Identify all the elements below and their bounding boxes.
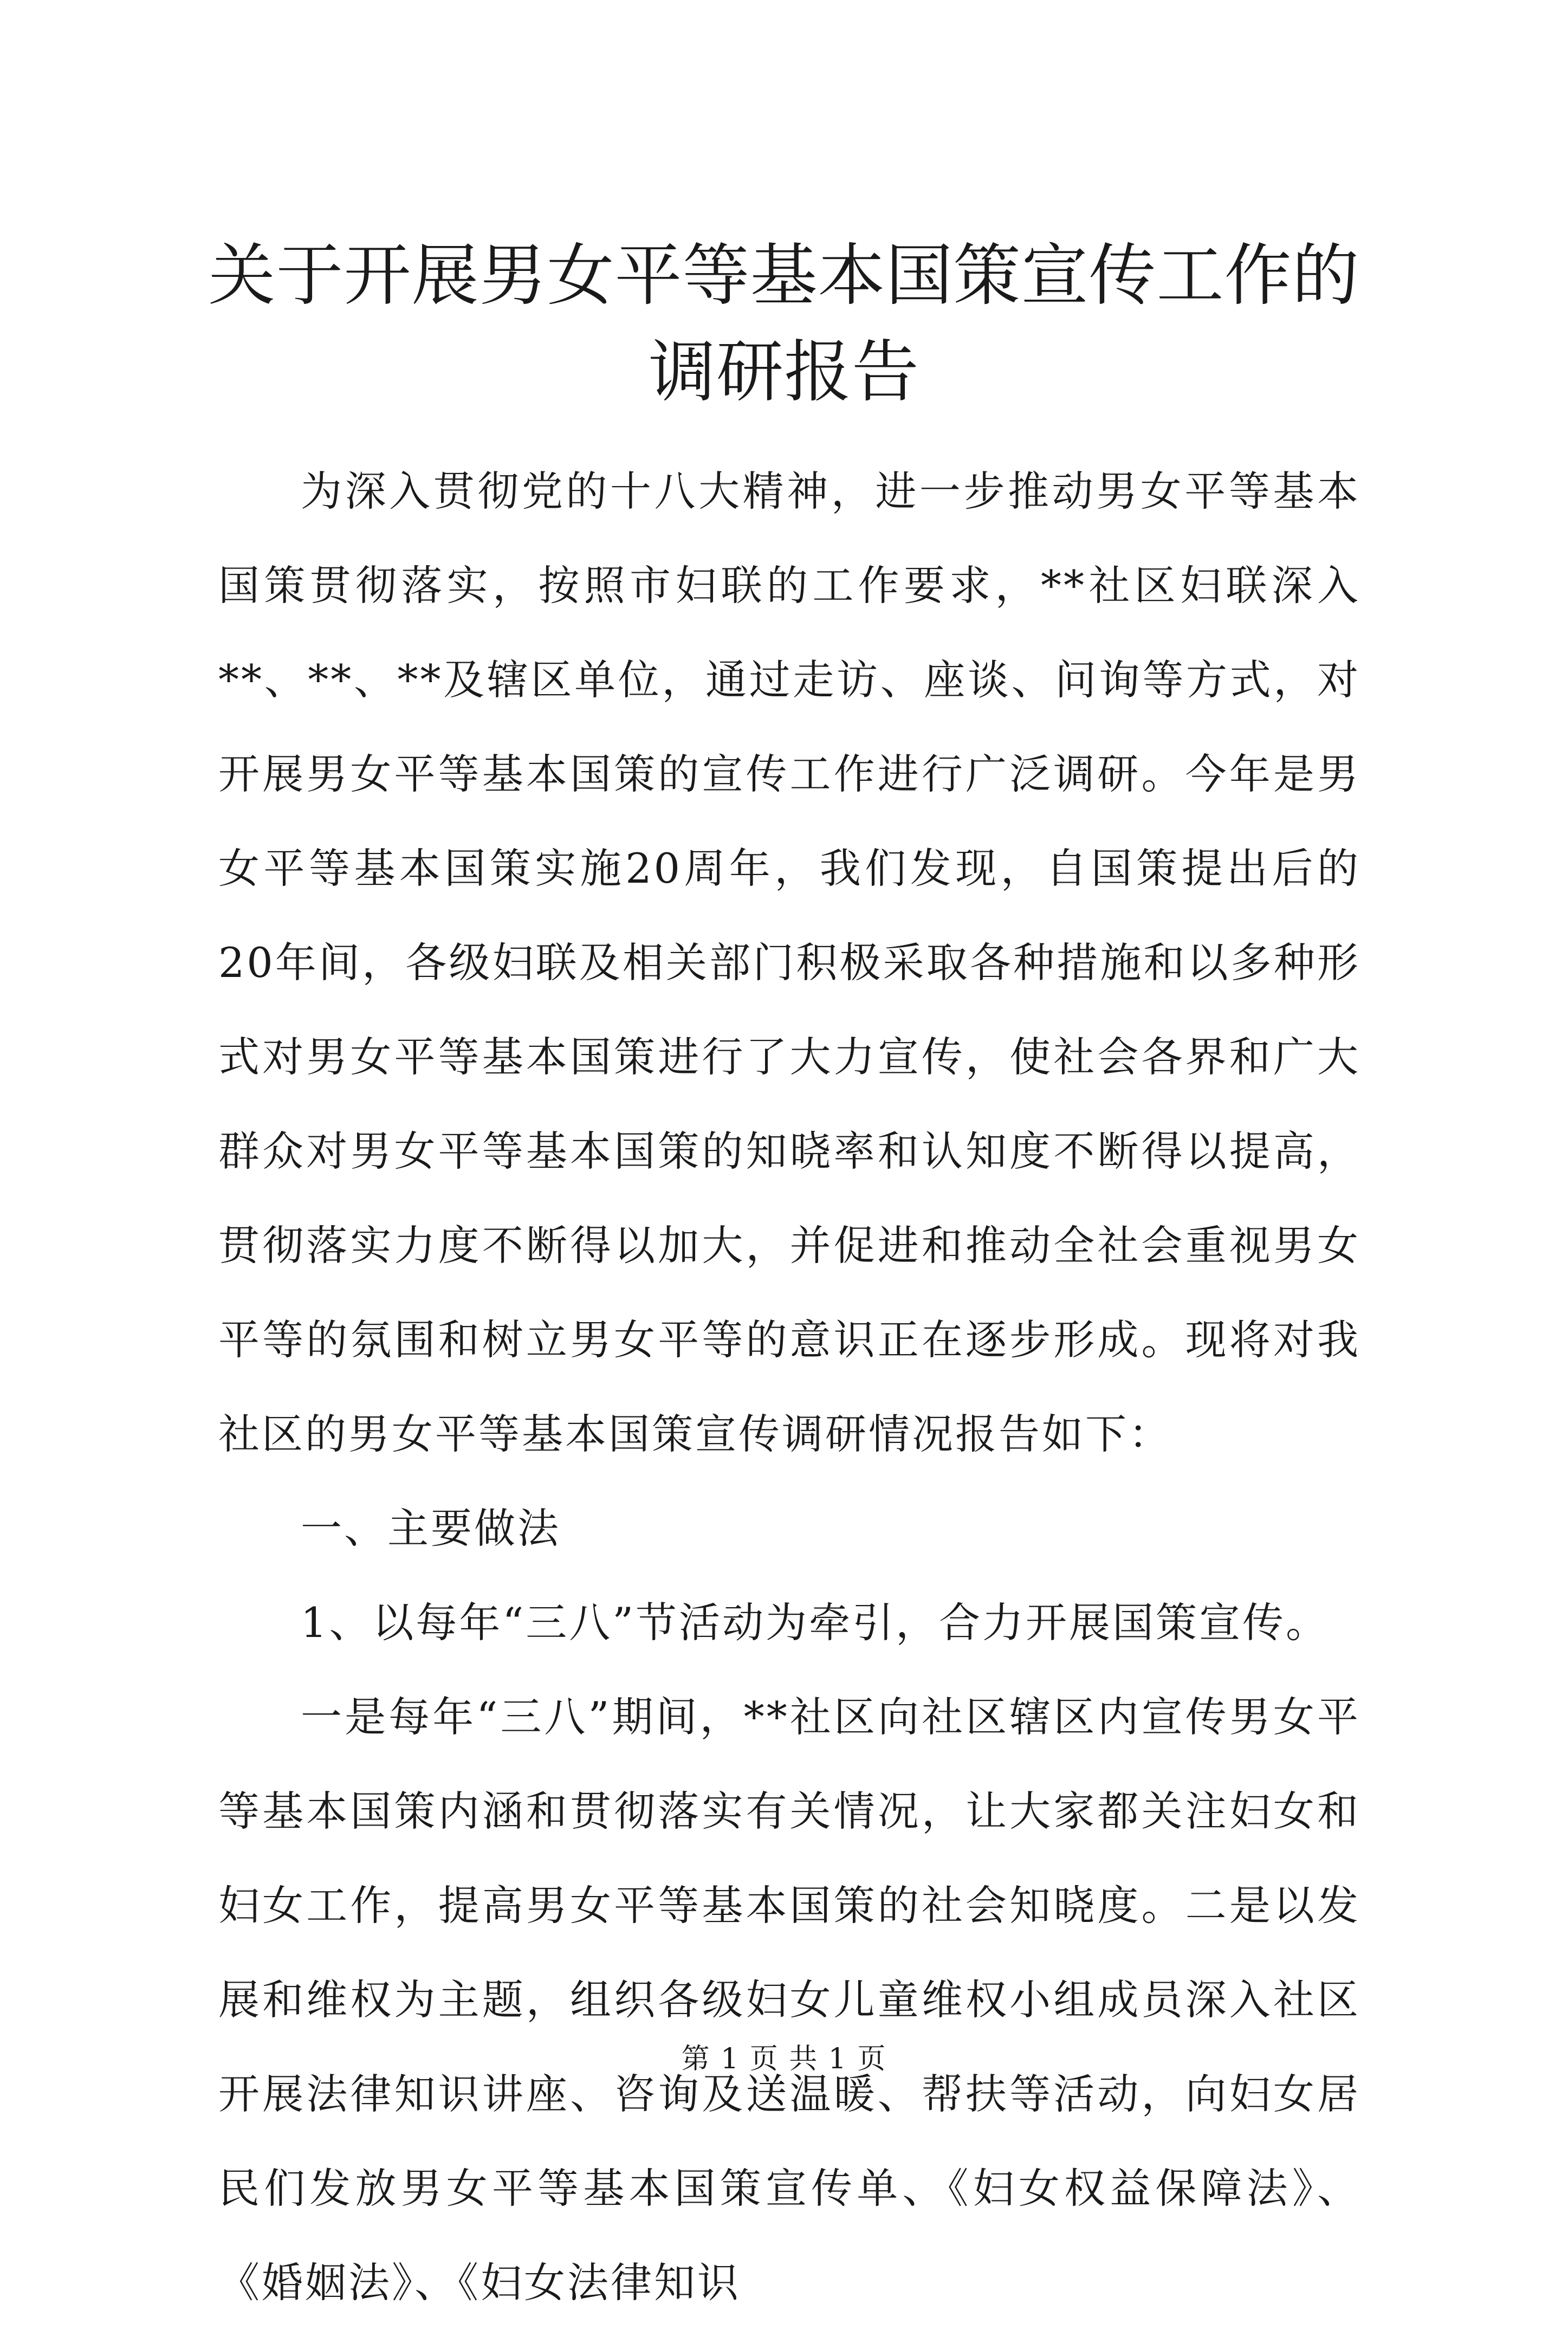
section-heading: 一、主要做法 [301, 1504, 561, 1552]
page-number-footer: 第 1 页 共 1 页 [681, 2043, 887, 2075]
subsection-heading: 1、以每年“三八”节活动为牵引，合力开展国策宣传。 [301, 1598, 1330, 1647]
body-paragraph: 一是每年“三八”期间，**社区向社区辖区内宣传男女平等基本国策内涵和贯彻落实有关情况，让大家都关注妇女和妇女工作，提高男女平等基本国策的社会知晓度。二是以发展和维权为主题，组织各级妇女儿童维权小组成员深入社区开展法律知识讲座、咨询及送温暖、帮扶等活动，向妇女居民们发放男女平等基本国策宣传单、《妇女权益保障法》、《婚姻法》、《妇女法律知识 [218, 1693, 1360, 2307]
intro-paragraph: 为深入贯彻党的十八大精神，进一步推动男女平等基本国策贯彻落实，按照市妇联的工作要求，**社区妇联深入**、**、**及辖区单位，通过走访、座谈、问询等方式，对开展男女平等基本国策的宣传工作进行广泛调研。今年是男女平等基本国策实施20周年，我们发现，自国策提出后的20年间，各级妇联及相关部门积极采取各种措施和以多种形式对男女平等基本国策进行了大力宣传，使社会各界和广大群众对男女平等基本国策的知晓率和认知度不断得以提高，贯彻落实力度不断得以加大，并促进和推动全社会重视男女平等的氛围和树立男女平等的意识正在逐步形成。现将对我社区的男女平等基本国策宣传调研情况报告如下： [218, 467, 1360, 1458]
document-title: 关于开展男女平等基本国策宣传工作的调研报告 [208, 237, 1360, 411]
